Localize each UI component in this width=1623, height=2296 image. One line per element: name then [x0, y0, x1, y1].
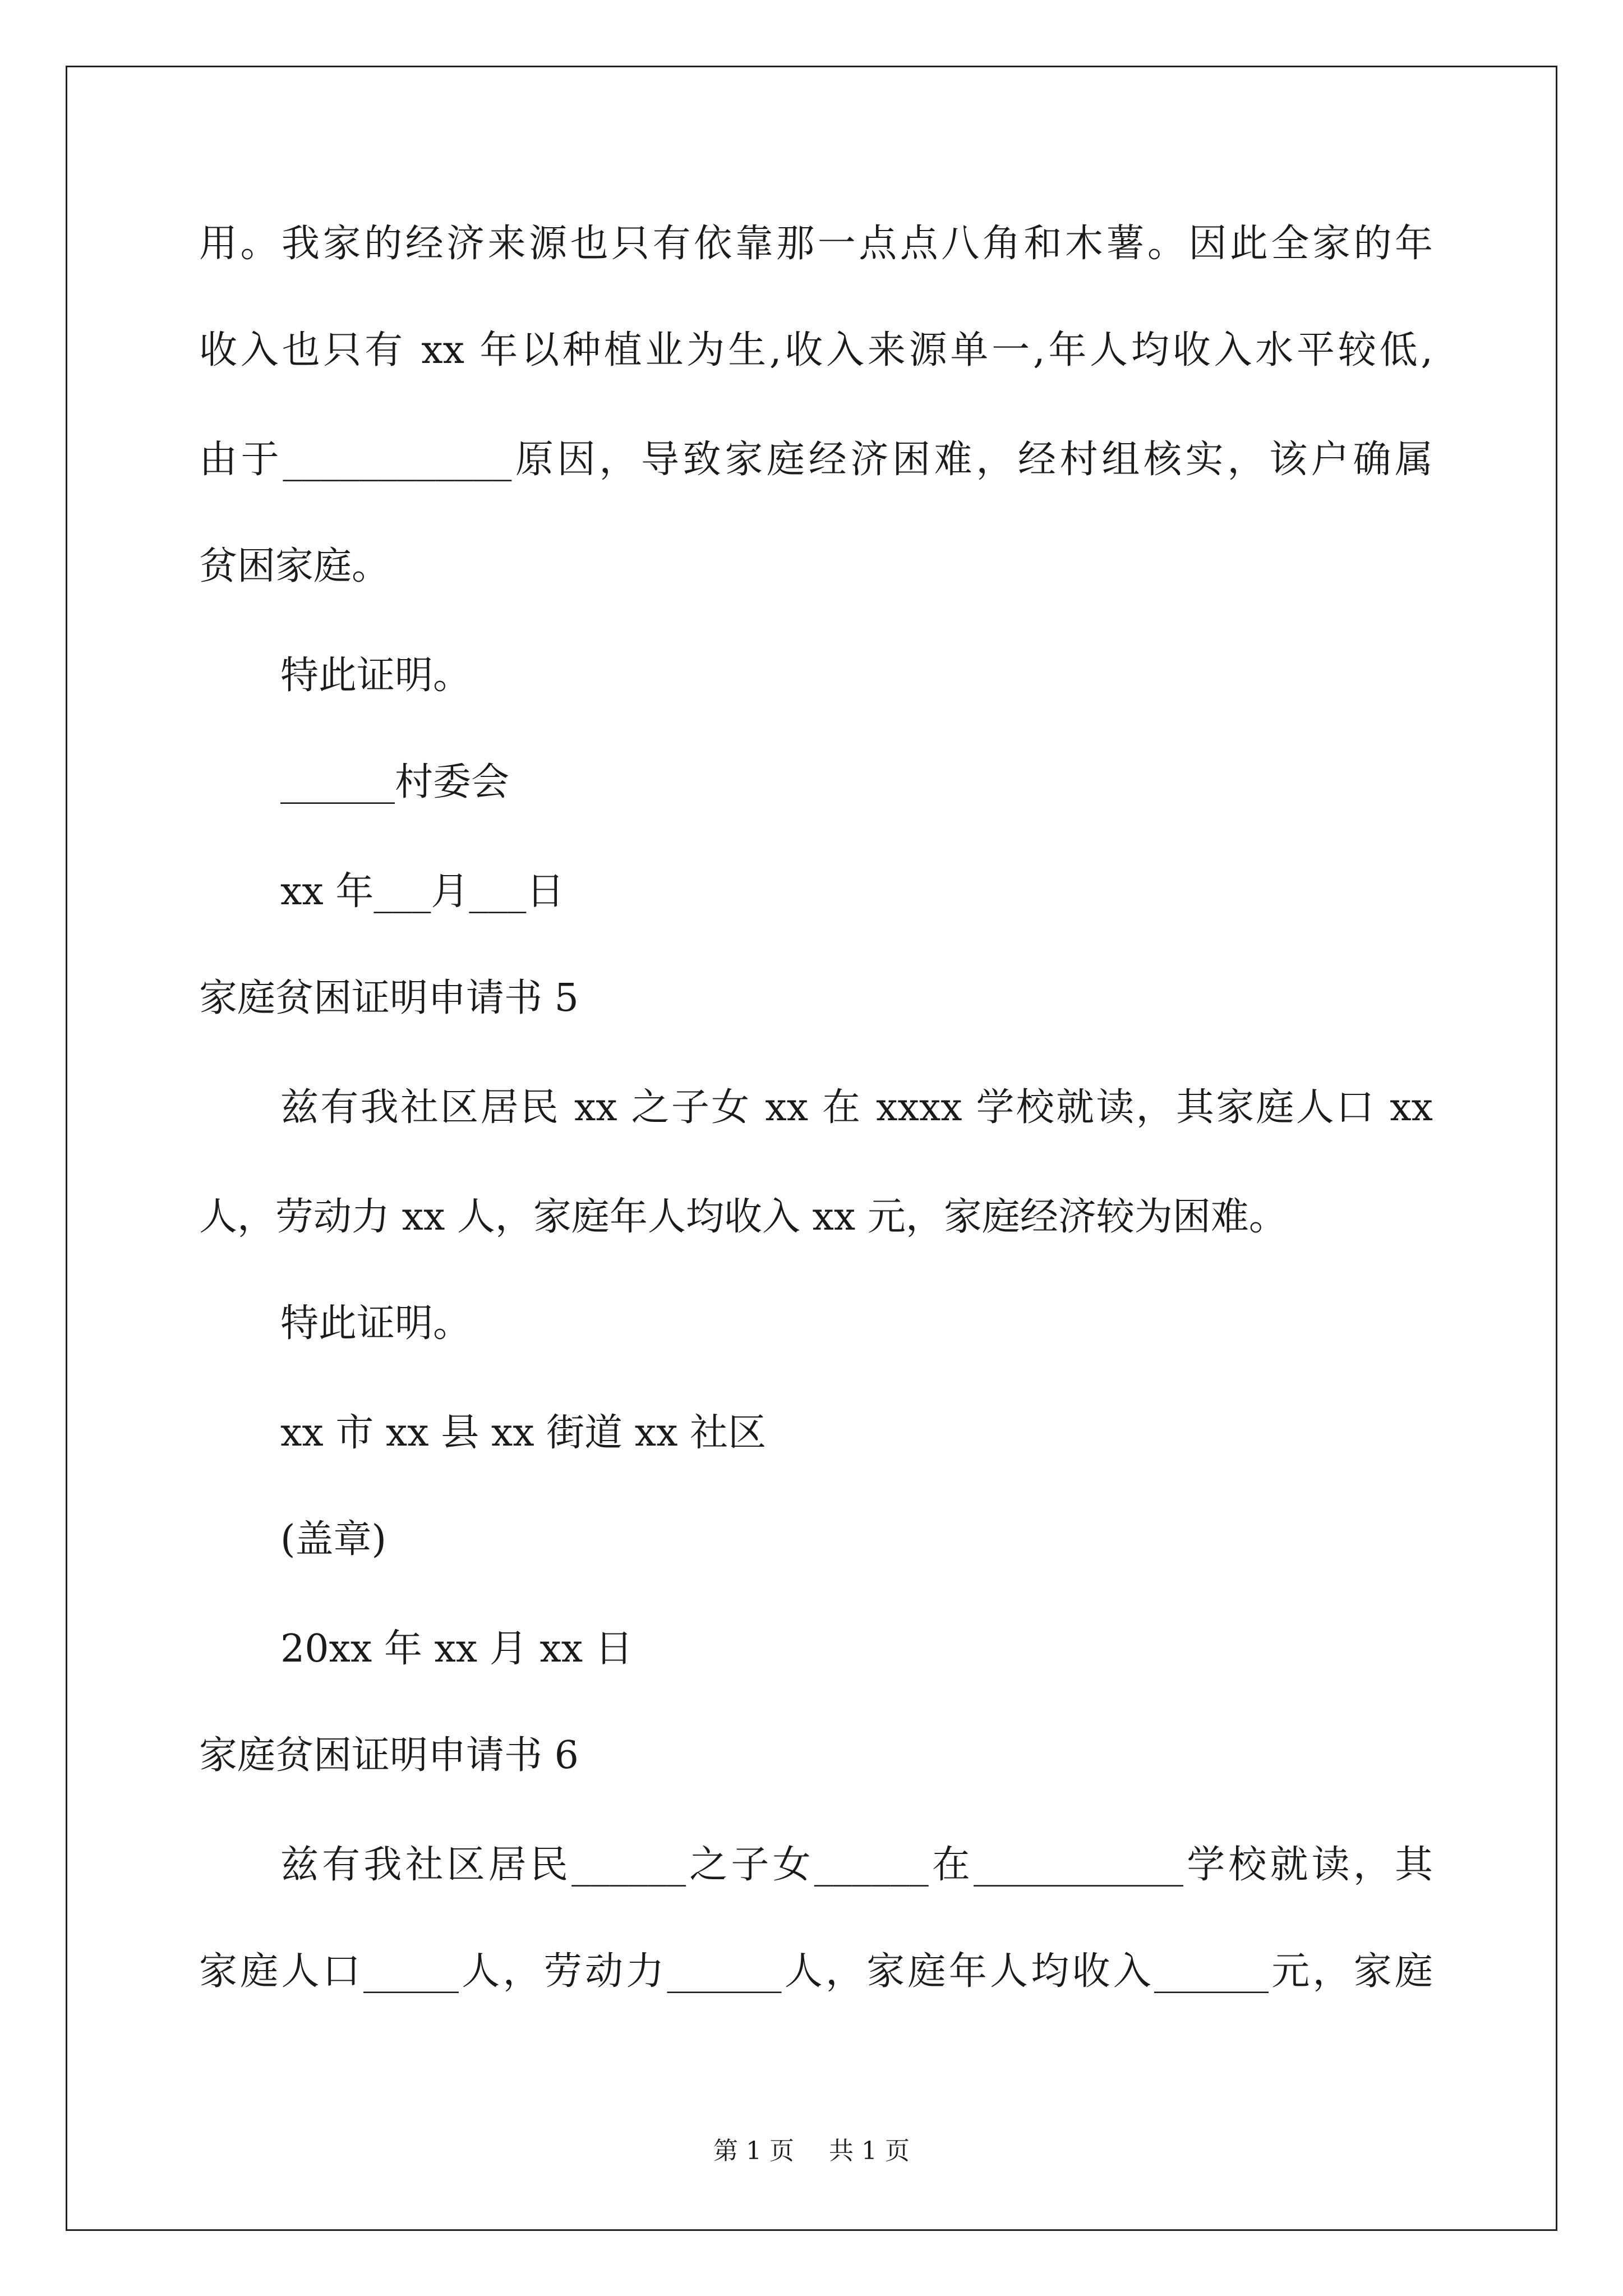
section-heading-6: 家庭贫困证明申请书 6 — [199, 1733, 579, 1778]
signatory-committee: ______村委会 — [280, 760, 510, 804]
section-heading-5: 家庭贫困证明申请书 5 — [199, 976, 579, 1020]
date-line: xx 年___月___日 — [280, 869, 565, 914]
body-line-8: 家庭人口_____人，劳动力______人，家庭年人均收入______元，家庭 — [199, 1949, 1433, 1994]
body-line-4: 贫困家庭。 — [199, 544, 390, 588]
body-line-5: 兹有我社区居民 xx 之子女 xx 在 xxxx 学校就读，其家庭人口 xx — [280, 1085, 1433, 1130]
total-pages: 共 1 页 — [829, 2137, 910, 2165]
page-number: 第 1 页 — [713, 2137, 794, 2165]
closing-statement-2: 特此证明。 — [280, 1301, 472, 1346]
body-line-7: 兹有我社区居民______之子女______在___________学校就读，其 — [280, 1843, 1433, 1887]
signatory-community: xx 市 xx 县 xx 街道 xx 社区 — [280, 1411, 767, 1455]
date-line-2: 20xx 年 xx 月 xx 日 — [280, 1627, 633, 1671]
body-line-1: 用。我家的经济来源也只有依靠那一点点八角和木薯。因此全家的年 — [199, 222, 1433, 266]
seal-note: (盖章) — [280, 1517, 387, 1562]
body-line-3: 由于____________原因，导致家庭经济困难，经村组核实，该户确属 — [199, 438, 1433, 482]
page-border — [66, 66, 1557, 2231]
body-line-2: 收入也只有 xx 年以种植业为生,收入来源单一,年人均收入水平较低, — [199, 328, 1433, 372]
page-footer — [0, 2134, 1623, 2168]
closing-statement: 特此证明。 — [280, 654, 472, 698]
body-line-6: 人，劳动力 xx 人，家庭年人均收入 xx 元，家庭经济较为困难。 — [199, 1195, 1287, 1239]
